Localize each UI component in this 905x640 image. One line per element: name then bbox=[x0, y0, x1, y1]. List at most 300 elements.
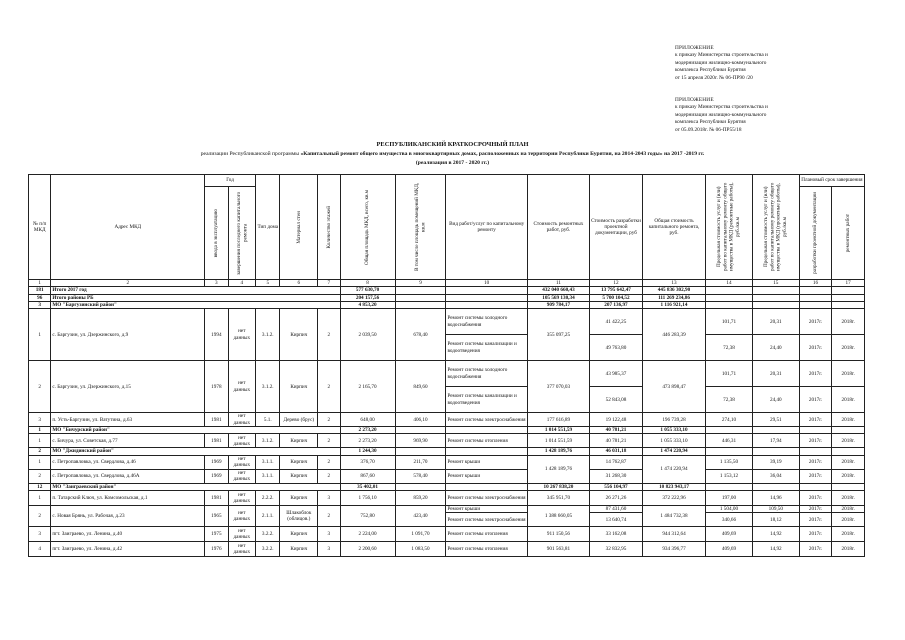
row-repair: 1 388 660,05 bbox=[527, 506, 589, 527]
unit-cost-design-label: Предельная стоимость услуг и (или) работ по капитальному ремонту общего имущества в МКД (проектные работы), руб./кв.м bbox=[763, 182, 789, 272]
row-year: 1969 bbox=[205, 455, 228, 469]
row-label: МО "Баргузинский район" bbox=[51, 301, 340, 308]
row-work: Ремонт системы электроснабжения bbox=[446, 513, 527, 527]
row-design: 207 136,97 bbox=[590, 301, 643, 308]
header-row-1 bbox=[29, 175, 865, 187]
row-last-repair: нет данных bbox=[228, 455, 256, 469]
row-floors: 2 bbox=[318, 455, 340, 469]
col-number: 4 bbox=[228, 280, 256, 287]
wall-material-label: Материал стен bbox=[295, 210, 302, 244]
row-address: с. Баргузин, ул. Дзержинского, д.9 bbox=[51, 309, 205, 361]
row-label: МО "Бичурский район" bbox=[51, 427, 340, 434]
column-number-row bbox=[29, 280, 865, 287]
row-area: 577 630,70 bbox=[340, 287, 395, 294]
row-deadline-repair: 2018г. bbox=[832, 491, 865, 506]
row-deadline-design: 2017г. bbox=[799, 469, 832, 483]
row-year: 1975 bbox=[205, 527, 228, 542]
row-num: 1 bbox=[29, 491, 51, 506]
col-number: 16 bbox=[799, 280, 832, 287]
row-unit-cost-design: 20,31 bbox=[752, 361, 799, 387]
municipality-row bbox=[29, 448, 865, 455]
table-row bbox=[29, 455, 865, 469]
row-label: Итого районы РБ bbox=[51, 294, 340, 301]
row-design: 43 985,37 bbox=[590, 361, 643, 387]
floors-label: Количество этажей bbox=[325, 205, 332, 249]
appendix-block-1 bbox=[675, 45, 820, 82]
row-design: 33 162,08 bbox=[590, 527, 643, 542]
row-address: пгт. Заиграево, ул. Ленина, д.42 bbox=[51, 542, 205, 557]
row-design: 41 422,25 bbox=[590, 309, 643, 335]
row-last-repair: нет данных bbox=[228, 361, 256, 413]
col-number: 7 bbox=[318, 280, 340, 287]
row-type: 3.2.2. bbox=[256, 527, 280, 542]
row-work: Ремонт системы канализации и водоотведения bbox=[446, 387, 527, 413]
row-repair: 377 070,03 bbox=[527, 361, 589, 413]
row-total: 111 269 234,86 bbox=[642, 294, 705, 301]
row-last-repair: нет данных bbox=[228, 491, 256, 506]
row-deadline-repair: 2018г. bbox=[832, 335, 865, 361]
row-material: Шлакоблок (облицов.) bbox=[280, 506, 318, 527]
row-design: 26 271,26 bbox=[590, 491, 643, 506]
row-last-repair: нет данных bbox=[228, 542, 256, 557]
row-total: 1 474 220,94 bbox=[642, 448, 705, 455]
row-address: п. Татарский Ключ, ул. Комсомольская, д.1 bbox=[51, 491, 205, 506]
row-material: Кирпич bbox=[280, 455, 318, 469]
row-area: 2 224,00 bbox=[340, 527, 395, 542]
appendix-line: модернизации жилищно-коммунального bbox=[675, 111, 767, 118]
unit-cost-label: Предельная стоимость услуг и (или) работ по капитальному ремонту общего имущества в МКД (ремонтные работы), руб./кв.м bbox=[716, 182, 742, 272]
appendix-line: комплекса Республики Бурятия bbox=[675, 67, 746, 74]
table-row bbox=[29, 434, 865, 448]
row-deadline-design: 2017г. bbox=[799, 387, 832, 413]
row-address: с. Петропавловка, ул. Свердлова, д.46 bbox=[51, 455, 205, 469]
row-address: с. Баргузин, ул. Дзержинского, д.15 bbox=[51, 361, 205, 413]
row-design: 46 031,18 bbox=[590, 448, 643, 455]
row-total: 473 898,47 bbox=[642, 361, 705, 413]
col-number: 6 bbox=[280, 280, 318, 287]
row-work: Ремонт системы электроснабжения bbox=[446, 413, 527, 427]
row-material: Кирпич bbox=[280, 309, 318, 361]
row-deadline-repair: 2018г. bbox=[832, 361, 865, 387]
row-total: 1 055 333,10 bbox=[642, 434, 705, 448]
row-unit-cost: 409,69 bbox=[706, 527, 753, 542]
row-design: 49 763,80 bbox=[590, 335, 643, 361]
row-design: 13 640,74 bbox=[590, 513, 643, 527]
row-work: Ремонт системы электроснабжения bbox=[446, 491, 527, 506]
row-year: 1978 bbox=[205, 361, 228, 413]
row-floors: 2 bbox=[318, 434, 340, 448]
appendix-heading: ПРИЛОЖЕНИЕ bbox=[675, 45, 714, 51]
row-total: 446 283,39 bbox=[642, 309, 705, 361]
row-repair: 1 014 551,59 bbox=[527, 427, 589, 434]
municipality-row bbox=[29, 483, 865, 490]
row-unit-cost-design: 14,92 bbox=[752, 542, 799, 557]
row-material: Дерево (брус) bbox=[280, 413, 318, 427]
document-period: (реализация в 2017 - 2020 гг.) bbox=[415, 160, 490, 166]
col-number: 12 bbox=[590, 280, 643, 287]
row-deadline-repair: 2018г. bbox=[832, 513, 865, 527]
row-total: 196 739,28 bbox=[642, 413, 705, 427]
col-unit-cost-header bbox=[706, 175, 753, 280]
row-unit-cost-design: 24,40 bbox=[752, 335, 799, 361]
row-address: с. Бичура, ул. Советская, д.77 bbox=[51, 434, 205, 448]
row-area: 204 157,56 bbox=[340, 294, 395, 301]
row-num: 3 bbox=[29, 413, 51, 427]
row-living: 406,10 bbox=[395, 413, 446, 427]
row-repair: 1 428 189,76 bbox=[527, 455, 589, 483]
row-unit-cost-design: 20,31 bbox=[752, 309, 799, 335]
col-floors-header bbox=[318, 175, 340, 280]
row-repair: 1 014 551,59 bbox=[527, 434, 589, 448]
row-area: 1 244,30 bbox=[340, 448, 395, 455]
row-living: 423,40 bbox=[395, 506, 446, 527]
row-living: 1 091,70 bbox=[395, 527, 446, 542]
row-last-repair: нет данных bbox=[228, 309, 256, 361]
row-material: Кирпич bbox=[280, 361, 318, 413]
col-deadline-group-header: Плановый срок завершения bbox=[799, 175, 864, 187]
row-material: Кирпич bbox=[280, 491, 318, 506]
row-design: 40 781,21 bbox=[590, 427, 643, 434]
row-floors: 3 bbox=[318, 542, 340, 557]
row-type: 3.1.1. bbox=[256, 455, 280, 469]
row-work: Ремонт крыши bbox=[446, 455, 527, 469]
row-unit-cost: 72,38 bbox=[706, 387, 753, 413]
row-unit-cost-design: 18,12 bbox=[752, 513, 799, 527]
row-material: Кирпич bbox=[280, 527, 318, 542]
row-floors: 2 bbox=[318, 413, 340, 427]
row-label: МО "Заиграевский район" bbox=[51, 483, 340, 490]
row-year: 1981 bbox=[205, 434, 228, 448]
row-area: 2 039,50 bbox=[340, 309, 395, 361]
appendix-block-2 bbox=[675, 97, 820, 134]
total-row-districts bbox=[29, 294, 865, 301]
row-label: МО "Джидинский район" bbox=[51, 448, 340, 455]
table-row bbox=[29, 361, 865, 387]
row-year: 1981 bbox=[205, 491, 228, 506]
col-deadline-design-header bbox=[799, 187, 832, 280]
row-total: 372 222,96 bbox=[642, 491, 705, 506]
row-type: 5.1. bbox=[256, 413, 280, 427]
row-num: 2 bbox=[29, 506, 51, 527]
deadline-design-label: разработки проектной документации bbox=[812, 192, 819, 274]
row-living: 969,90 bbox=[395, 434, 446, 448]
col-number: 11 bbox=[527, 280, 589, 287]
row-year: 1976 bbox=[205, 542, 228, 557]
row-deadline-design: 2017г. bbox=[799, 542, 832, 557]
appendix-heading: ПРИЛОЖЕНИЕ bbox=[675, 97, 714, 103]
row-area: 2 273,20 bbox=[340, 427, 395, 434]
col-living-area-header bbox=[395, 175, 446, 280]
row-unit-cost: 446,31 bbox=[706, 434, 753, 448]
row-living: 211,70 bbox=[395, 455, 446, 469]
row-repair: 432 040 660,43 bbox=[527, 287, 589, 294]
table-row bbox=[29, 527, 865, 542]
row-living: 678,40 bbox=[395, 309, 446, 361]
row-design: 52 843,08 bbox=[590, 387, 643, 413]
row-deadline-design: 2017г. bbox=[799, 491, 832, 506]
row-year: 1981 bbox=[205, 413, 228, 427]
row-work: Ремонт крыши bbox=[446, 506, 527, 513]
row-floors: 2 bbox=[318, 469, 340, 483]
appendix-line: комплекса Республики Бурятия bbox=[675, 119, 746, 126]
row-total: 1 055 333,10 bbox=[642, 427, 705, 434]
col-number: 9 bbox=[395, 280, 446, 287]
row-unit-cost: 409,69 bbox=[706, 542, 753, 557]
row-area: 2 273,20 bbox=[340, 434, 395, 448]
table-row bbox=[29, 542, 865, 557]
col-year-commission-header bbox=[205, 187, 228, 280]
row-num: 12 bbox=[29, 483, 51, 490]
row-work: Ремонт системы холодного водоснабжения bbox=[446, 361, 527, 387]
row-unit-cost-design: 39,19 bbox=[752, 455, 799, 469]
row-work: Ремонт системы холодного водоснабжения bbox=[446, 309, 527, 335]
row-type: 3.1.1. bbox=[256, 469, 280, 483]
row-num: 2 bbox=[29, 361, 51, 413]
row-unit-cost: 1 504,00 bbox=[706, 506, 753, 513]
row-deadline-repair: 2018г. bbox=[832, 413, 865, 427]
row-work: Ремонт системы отопления bbox=[446, 542, 527, 557]
appendix-line: к приказу Министерства строительства и bbox=[675, 52, 768, 59]
row-deadline-design: 2017г. bbox=[799, 506, 832, 513]
row-repair: 909 784,17 bbox=[527, 301, 589, 308]
row-material: Кирпич bbox=[280, 542, 318, 557]
row-deadline-repair: 2018г. bbox=[832, 309, 865, 335]
municipality-row bbox=[29, 301, 865, 308]
row-work: Ремонт системы отопления bbox=[446, 434, 527, 448]
col-total-area-header bbox=[340, 175, 395, 280]
row-repair: 345 951,70 bbox=[527, 491, 589, 506]
row-deadline-repair: 2018г. bbox=[832, 387, 865, 413]
row-unit-cost-design: 109,50 bbox=[752, 506, 799, 513]
row-area: 2 200,60 bbox=[340, 542, 395, 557]
col-number: 1 bbox=[29, 280, 51, 287]
table-row bbox=[29, 491, 865, 506]
row-design: 31 268,30 bbox=[590, 469, 643, 483]
document-title: РЕСПУБЛИКАНСКИЙ КРАТКОСРОЧНЫЙ ПЛАН bbox=[376, 141, 529, 148]
row-living: 849,60 bbox=[395, 361, 446, 413]
col-work-header: Вид работ/услуг по капитальному ремонту bbox=[446, 175, 527, 280]
row-unit-cost: 340,66 bbox=[706, 513, 753, 527]
row-address: с. Петропавловка, ул. Свердлова, д.46А bbox=[51, 469, 205, 483]
row-year: 1969 bbox=[205, 469, 228, 483]
row-total: 445 836 302,90 bbox=[642, 287, 705, 294]
row-year: 1965 bbox=[205, 506, 228, 527]
row-type: 2.1.1. bbox=[256, 506, 280, 527]
row-num: 2 bbox=[29, 469, 51, 483]
row-area: 867,60 bbox=[340, 469, 395, 483]
total-row-2017 bbox=[29, 287, 865, 294]
row-unit-cost: 197,00 bbox=[706, 491, 753, 506]
table-row bbox=[29, 506, 865, 513]
row-total: 934 396,77 bbox=[642, 542, 705, 557]
row-design: 19 122,48 bbox=[590, 413, 643, 427]
col-number: 3 bbox=[205, 280, 228, 287]
row-address: п. Усть-Баргузин, ул. Ватутина, д.63 bbox=[51, 413, 205, 427]
col-num-header: № п/п МКД bbox=[29, 175, 51, 280]
row-unit-cost-design: 14,92 bbox=[752, 527, 799, 542]
table-row bbox=[29, 413, 865, 427]
col-number: 15 bbox=[752, 280, 799, 287]
row-unit-cost: 72,38 bbox=[706, 335, 753, 361]
row-design: 14 762,87 bbox=[590, 455, 643, 469]
row-repair: 901 563,81 bbox=[527, 542, 589, 557]
row-deadline-repair: 2018г. bbox=[832, 434, 865, 448]
col-address-header: Адрес МКД bbox=[51, 175, 205, 280]
row-floors: 3 bbox=[318, 491, 340, 506]
row-deadline-design: 2017г. bbox=[799, 455, 832, 469]
row-num: 96 bbox=[29, 294, 51, 301]
row-total: 1 116 921,14 bbox=[642, 301, 705, 308]
subtitle-prefix: реализации Республиканской программы bbox=[200, 151, 301, 157]
row-unit-cost: 1 135,50 bbox=[706, 455, 753, 469]
row-deadline-design: 2017г. bbox=[799, 527, 832, 542]
row-deadline-repair: 2018г. bbox=[832, 469, 865, 483]
row-deadline-design: 2017г. bbox=[799, 434, 832, 448]
row-work: Ремонт системы отопления bbox=[446, 527, 527, 542]
col-number: 10 bbox=[446, 280, 527, 287]
row-unit-cost-design: 36,04 bbox=[752, 469, 799, 483]
col-year-group-header: Год bbox=[205, 175, 256, 187]
row-num: 1 bbox=[29, 309, 51, 361]
row-deadline-repair: 2018г. bbox=[832, 506, 865, 513]
row-living: 1 083,50 bbox=[395, 542, 446, 557]
row-last-repair: нет данных bbox=[228, 434, 256, 448]
row-last-repair: нет данных bbox=[228, 469, 256, 483]
row-unit-cost-design: 24,40 bbox=[752, 387, 799, 413]
row-living: 859,20 bbox=[395, 491, 446, 506]
year-last-repair-label: завершения последнего капитального ремонта bbox=[235, 191, 248, 275]
row-unit-cost: 101,71 bbox=[706, 361, 753, 387]
plan-table bbox=[28, 174, 865, 557]
row-area: 648,00 bbox=[340, 413, 395, 427]
row-repair: 1 428 189,76 bbox=[527, 448, 589, 455]
col-number: 2 bbox=[51, 280, 205, 287]
row-total: 944 312,64 bbox=[642, 527, 705, 542]
row-num: 2 bbox=[29, 448, 51, 455]
col-deadline-repair-header bbox=[832, 187, 865, 280]
row-area: 2 165,70 bbox=[340, 361, 395, 413]
row-unit-cost-design: 14,96 bbox=[752, 491, 799, 506]
row-floors: 2 bbox=[318, 309, 340, 361]
row-design: 87 431,60 bbox=[590, 506, 643, 513]
municipality-row bbox=[29, 427, 865, 434]
row-repair: 105 569 130,34 bbox=[527, 294, 589, 301]
row-type: 3.1.2. bbox=[256, 361, 280, 413]
col-repair-cost-header: Стоимость ремонтных работ, руб. bbox=[527, 175, 589, 280]
appendix-line: от 15 апреля 2020г. № 06-ПР90 /20 bbox=[675, 74, 753, 81]
row-total: 1 474 220,94 bbox=[642, 455, 705, 483]
appendix-line: к приказу Министерства строительства и bbox=[675, 104, 768, 111]
row-unit-cost: 101,71 bbox=[706, 309, 753, 335]
row-deadline-design: 2017г. bbox=[799, 335, 832, 361]
row-design: 556 104,97 bbox=[590, 483, 643, 490]
row-num: 1 bbox=[29, 427, 51, 434]
row-floors: 3 bbox=[318, 527, 340, 542]
row-last-repair: нет данных bbox=[228, 506, 256, 527]
row-repair: 10 267 838,20 bbox=[527, 483, 589, 490]
subtitle-program: «Капитальный ремонт общего имущества в многоквартирных домах, расположенных на территории Республики Бурятия, на 2014-2043 годы» на 2017 -2019 гг. bbox=[300, 151, 705, 157]
row-total: 10 823 943,17 bbox=[642, 483, 705, 490]
row-deadline-repair: 2018г. bbox=[832, 455, 865, 469]
row-repair: 355 097,25 bbox=[527, 309, 589, 361]
row-last-repair: нет данных bbox=[228, 527, 256, 542]
row-deadline-design: 2017г. bbox=[799, 513, 832, 527]
row-deadline-design: 2017г. bbox=[799, 309, 832, 335]
row-area: 35 402,01 bbox=[340, 483, 395, 490]
col-number: 8 bbox=[340, 280, 395, 287]
row-unit-cost: 1 153,12 bbox=[706, 469, 753, 483]
row-last-repair: нет данных bbox=[228, 413, 256, 427]
row-unit-cost: 274,10 bbox=[706, 413, 753, 427]
col-total-cost-header: Общая стоимость капитального ремонта, руб. bbox=[642, 175, 705, 280]
table-row bbox=[29, 309, 865, 335]
row-living: 578,40 bbox=[395, 469, 446, 483]
col-number: 14 bbox=[706, 280, 753, 287]
table-row bbox=[29, 469, 865, 483]
row-deadline-design: 2017г. bbox=[799, 361, 832, 387]
row-year: 1994 bbox=[205, 309, 228, 361]
row-address: пгт. Заиграево, ул. Ленина, д.40 bbox=[51, 527, 205, 542]
row-total: 1 484 732,38 bbox=[642, 506, 705, 527]
row-work: Ремонт системы канализации и водоотведения bbox=[446, 335, 527, 361]
row-type: 3.2.2. bbox=[256, 542, 280, 557]
living-area-label: В том числе площадь помещений МКД, кв.м bbox=[414, 182, 427, 272]
deadline-repair-label: ремонтных работ bbox=[845, 213, 851, 253]
row-type: 3.1.2. bbox=[256, 434, 280, 448]
col-number: 5 bbox=[256, 280, 280, 287]
row-deadline-repair: 2018г. bbox=[832, 542, 865, 557]
row-area: 1 756,10 bbox=[340, 491, 395, 506]
row-repair: 177 616,89 bbox=[527, 413, 589, 427]
col-design-cost-header: Стоимость разработки проектной документации, руб bbox=[590, 175, 643, 280]
row-num: 3 bbox=[29, 527, 51, 542]
row-label: Итого 2017 год bbox=[51, 287, 340, 294]
col-number: 17 bbox=[832, 280, 865, 287]
row-num: 4 bbox=[29, 542, 51, 557]
row-floors: 2 bbox=[318, 361, 340, 413]
row-design: 40 781,21 bbox=[590, 434, 643, 448]
row-design: 32 832,95 bbox=[590, 542, 643, 557]
row-repair: 911 150,56 bbox=[527, 527, 589, 542]
row-type: 3.1.2. bbox=[256, 309, 280, 361]
row-num: 3 bbox=[29, 301, 51, 308]
row-floors: 2 bbox=[318, 506, 340, 527]
row-unit-cost-design: 29,51 bbox=[752, 413, 799, 427]
row-area: 376,70 bbox=[340, 455, 395, 469]
row-design: 13 795 642,47 bbox=[590, 287, 643, 294]
col-house-type-header: Тип дома bbox=[256, 175, 280, 280]
row-num: 1 bbox=[29, 455, 51, 469]
appendix-line: модернизации жилищно-коммунального bbox=[675, 59, 767, 66]
year-commission-label: ввода в эксплуатацию bbox=[213, 208, 220, 258]
appendix-line: от 05.09.2018г. № 06-ПР55/18 bbox=[675, 126, 742, 133]
col-wall-header bbox=[280, 175, 318, 280]
row-design: 5 700 104,52 bbox=[590, 294, 643, 301]
col-unit-cost-design-header bbox=[752, 175, 799, 280]
row-type: 2.2.2. bbox=[256, 491, 280, 506]
row-unit-cost-design: 17,94 bbox=[752, 434, 799, 448]
row-work: Ремонт крыши bbox=[446, 469, 527, 483]
total-area-label: Общая площадь МКД, всего, кв.м bbox=[364, 189, 371, 265]
row-address: с. Новая Брянь, ул. Рабочая, д.23 bbox=[51, 506, 205, 527]
col-year-last-repair-header bbox=[228, 187, 256, 280]
row-num: 181 bbox=[29, 287, 51, 294]
col-number: 13 bbox=[642, 280, 705, 287]
row-area: 752,80 bbox=[340, 506, 395, 527]
row-deadline-design: 2017г. bbox=[799, 413, 832, 427]
row-material: Кирпич bbox=[280, 434, 318, 448]
row-num: 1 bbox=[29, 434, 51, 448]
